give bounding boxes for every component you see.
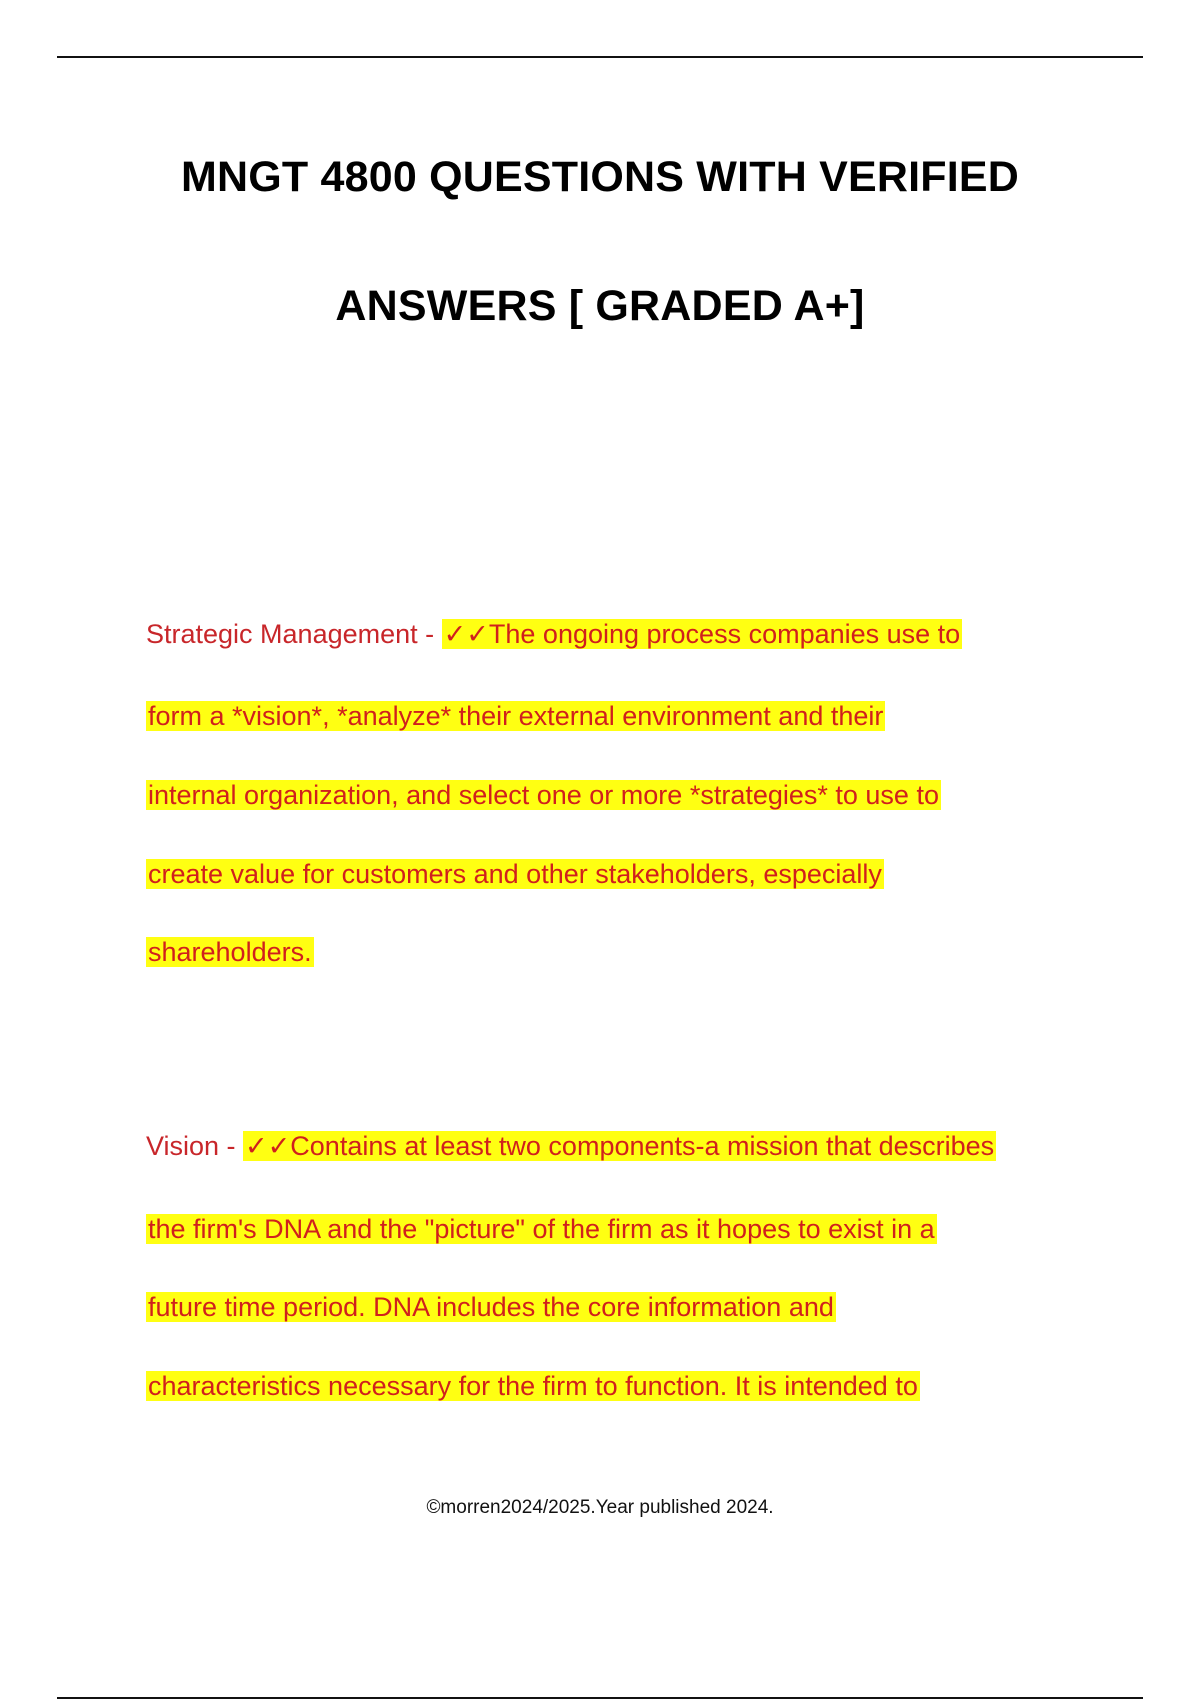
- answer-text: shareholders.: [148, 937, 312, 967]
- qa-line: [146, 1285, 836, 1329]
- qa-line: [146, 1124, 996, 1168]
- answer-text: The ongoing process companies use to: [488, 619, 961, 649]
- qa-line: [146, 694, 885, 738]
- answer-text: characteristics necessary for the firm to function. It is intended to: [148, 1371, 918, 1401]
- answer-text: create value for customers and other stakeholders, especially: [148, 859, 882, 889]
- question-term: Strategic Management -: [146, 619, 442, 649]
- answer-text: form a *vision*, *analyze* their external environment and their: [148, 701, 884, 731]
- qa-line: [146, 852, 884, 896]
- double-check-icon: ✓✓: [245, 1131, 291, 1161]
- answer-highlight: [243, 1131, 996, 1161]
- answer-text: future time period. DNA includes the core information and: [148, 1292, 834, 1322]
- answer-text: Contains at least two components-a mission that describes: [290, 1131, 995, 1161]
- bottom-rule: [57, 1697, 1143, 1699]
- double-check-icon: ✓✓: [443, 619, 489, 649]
- top-rule: [57, 56, 1143, 58]
- answer-text: internal organization, and select one or more *strategies* to use to: [148, 780, 939, 810]
- question-term: Vision -: [146, 1131, 244, 1161]
- qa-line: [146, 1364, 920, 1408]
- answer-highlight: [442, 619, 963, 649]
- qa-line: [146, 612, 962, 656]
- document-title-line-1: MNGT 4800 QUESTIONS WITH VERIFIED: [180, 153, 1020, 201]
- qa-line: [146, 1207, 937, 1251]
- copyright-footer: ©morren2024/2025.Year published 2024.: [426, 1497, 774, 1518]
- qa-line: [146, 773, 941, 817]
- document-title-line-2: ANSWERS [ GRADED A+]: [335, 282, 865, 330]
- qa-line: [146, 930, 314, 974]
- answer-text: the firm's DNA and the "picture" of the firm as it hopes to exist in a: [148, 1214, 935, 1244]
